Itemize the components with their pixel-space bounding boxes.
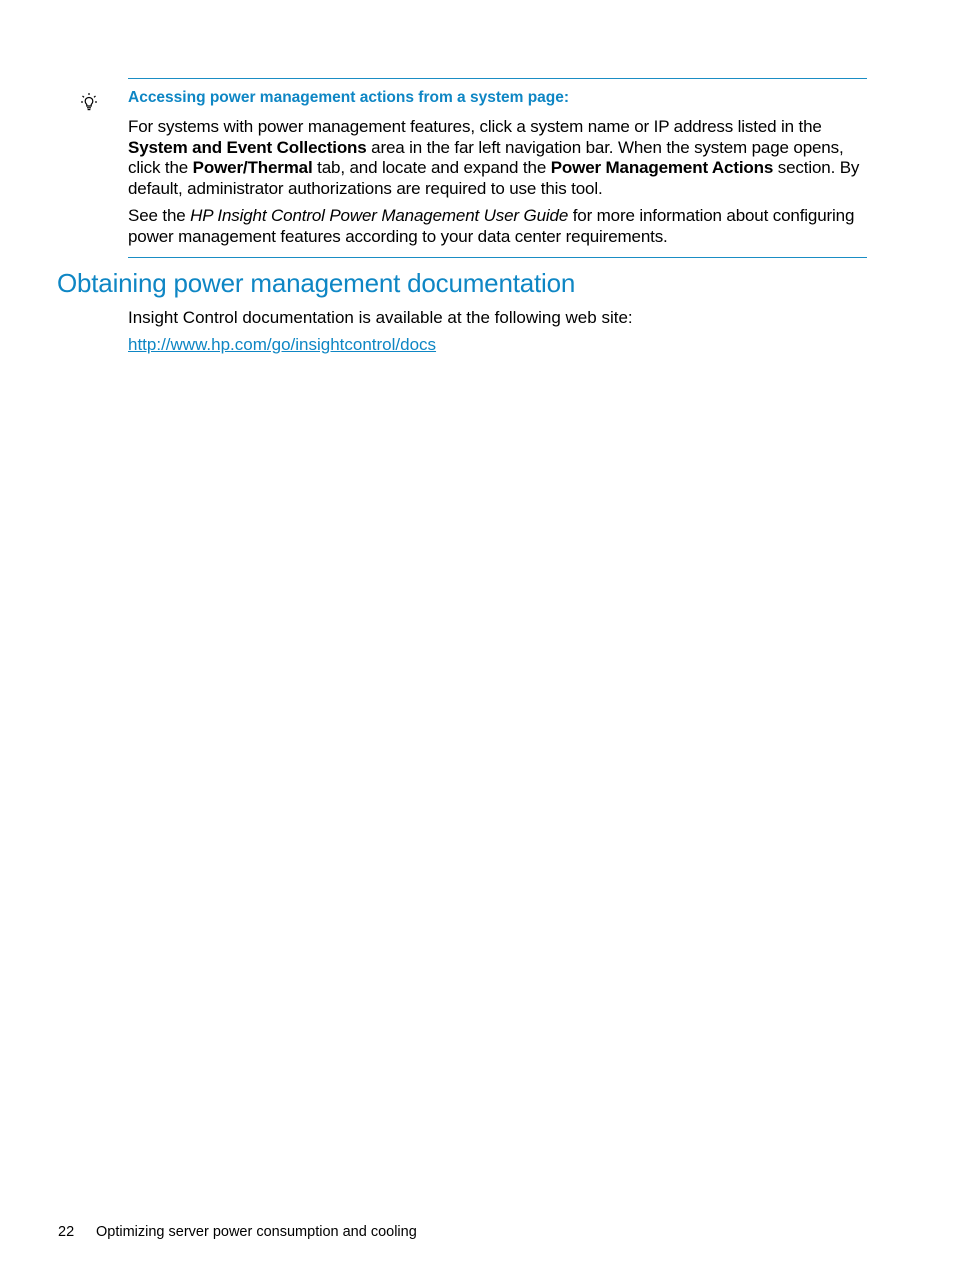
documentation-link[interactable]: http://www.hp.com/go/insightcontrol/docs [128, 335, 437, 354]
section-heading: Obtaining power management documentation [57, 268, 576, 298]
section-body-text: Insight Control documentation is available at the following web site: [128, 308, 633, 327]
page-footer [58, 1222, 417, 1242]
ui-term-system-event-collections: System and Event Collections [128, 137, 367, 157]
tip-text: for more information about configuring power management features according to your data center requirements. [128, 206, 855, 246]
tip-text: For systems with power management features, click a system name or IP address listed in the [128, 117, 822, 136]
book-title: HP Insight Control Power Management User Guide [190, 206, 569, 225]
ui-term-power-management-actions: Power Management Actions [550, 158, 774, 177]
tip-paragraph-1 [128, 117, 867, 199]
tip-title: Accessing power management actions from a system page: [128, 89, 570, 106]
tip-paragraph-2 [128, 206, 867, 247]
chapter-title: Optimizing server power consumption and cooling [96, 1224, 417, 1240]
lightbulb-icon [80, 92, 98, 112]
tip-text: section. By default, administrator authorizations are required to use this tool. [128, 158, 860, 198]
tip-box [128, 78, 867, 258]
tip-text: tab, and locate and expand the [312, 158, 551, 177]
tip-text: area in the far left navigation bar. When the system page opens, click the [128, 137, 844, 177]
tip-text: See the [128, 206, 191, 225]
page-number: 22 [58, 1224, 75, 1240]
ui-term-power-thermal: Power/Thermal [192, 158, 313, 177]
